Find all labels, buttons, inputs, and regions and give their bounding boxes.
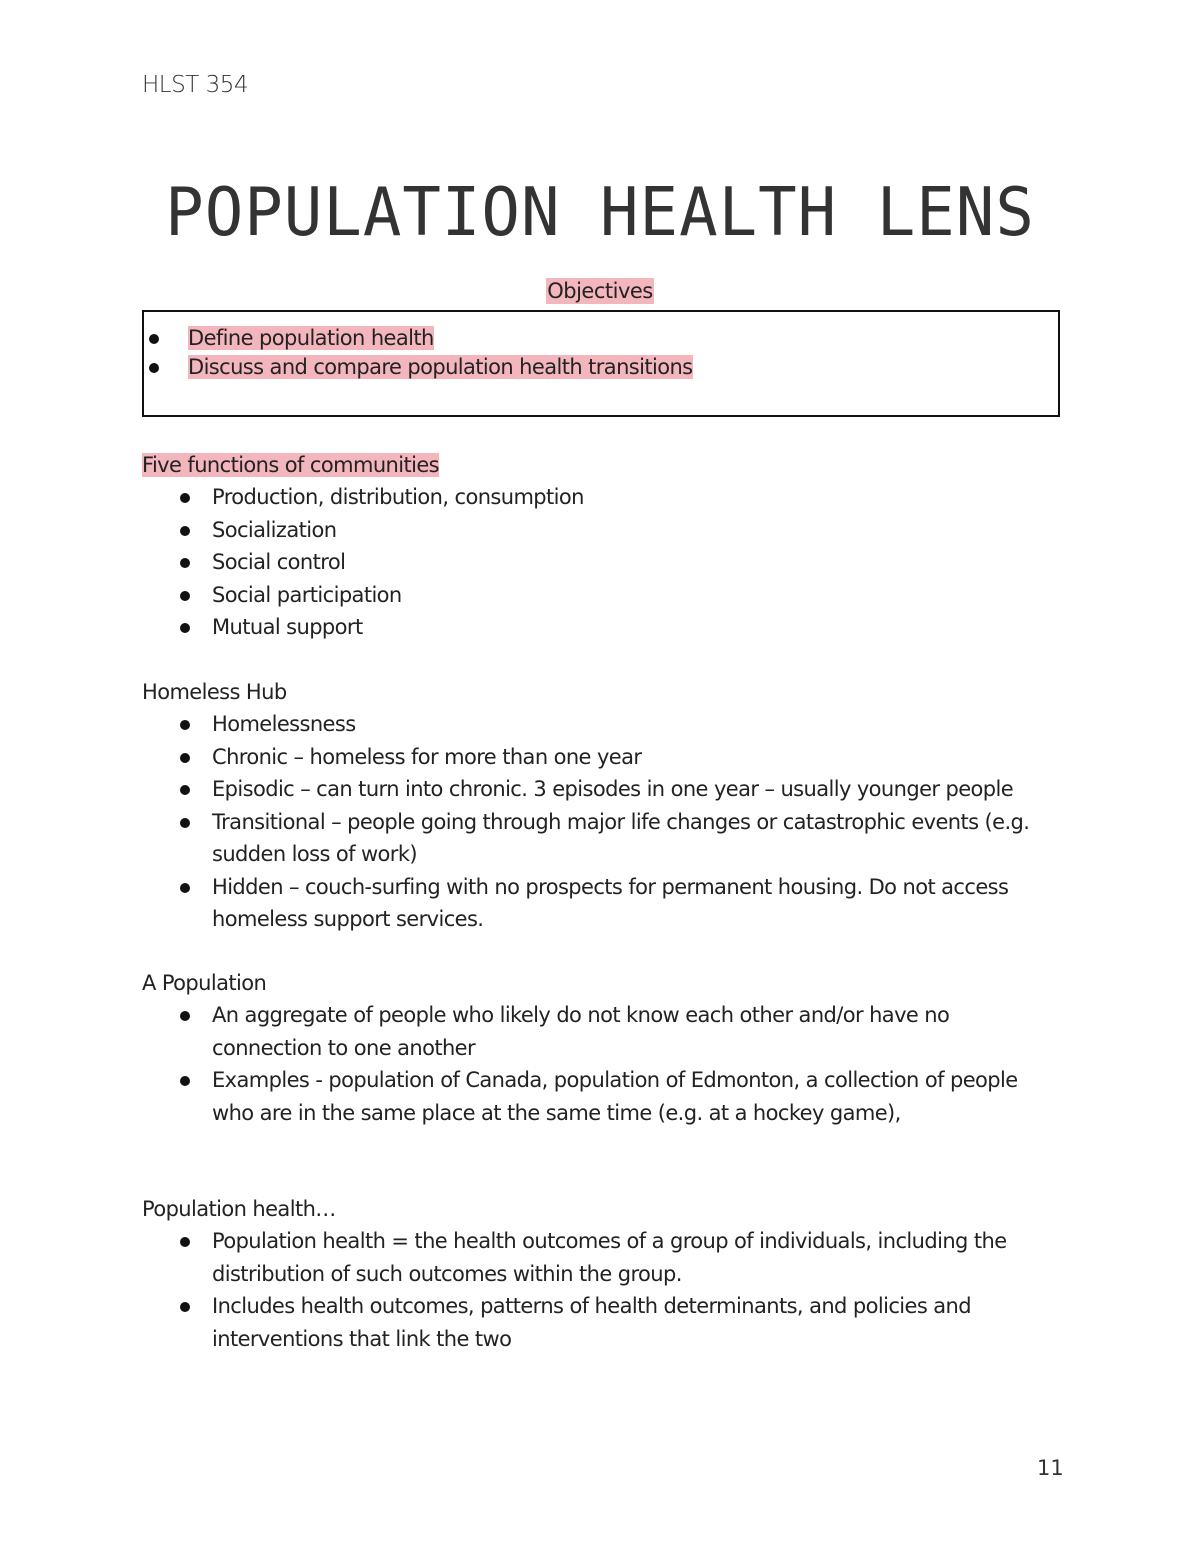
section-a-population: [142, 967, 1062, 1129]
objective-item: [188, 324, 1058, 353]
section-list: [142, 999, 1062, 1129]
section-list: [142, 481, 1062, 644]
list-item: [212, 999, 1062, 1064]
bullet-icon: [180, 1076, 190, 1086]
bullet-icon: [180, 558, 190, 568]
section-heading: A Population: [142, 971, 267, 995]
section-heading-text: Five functions of communities: [142, 453, 440, 477]
page-number: 11: [1037, 1456, 1064, 1480]
list-item: [212, 871, 1062, 936]
bullet-icon: [180, 493, 190, 503]
list-item: [212, 1064, 1062, 1129]
bullet-icon: [180, 623, 190, 633]
section-heading: Homeless Hub: [142, 680, 287, 704]
objectives-box: [142, 310, 1060, 417]
objective-item: [188, 353, 1058, 382]
list-item: [212, 1290, 1062, 1355]
course-code: HLST 354: [142, 72, 248, 98]
section-population-health: [142, 1193, 1062, 1355]
objective-text: Discuss and compare population health transitions: [188, 355, 693, 379]
list-item-text: Examples - population of Canada, population of Edmonton, a collection of people who are in the same place at the same time (e.g. at a hockey game),: [212, 1068, 1018, 1125]
bullet-icon: [149, 334, 159, 344]
list-item: [212, 611, 1062, 644]
list-item-text: Chronic – homeless for more than one year: [212, 744, 642, 769]
list-item-text: An aggregate of people who likely do not know each other and/or have no connection to one another: [212, 1003, 950, 1060]
list-item-text: Transitional – people going through major life changes or catastrophic events (e.g. sudden loss of work): [212, 809, 1030, 866]
list-item: [212, 514, 1062, 547]
list-item-text: Social participation: [212, 582, 402, 607]
bullet-icon: [180, 785, 190, 795]
list-item-text: Production, distribution, consumption: [212, 485, 584, 509]
list-item: [212, 546, 1062, 579]
section-heading: [142, 449, 1062, 481]
list-item-text: Homelessness: [212, 712, 356, 736]
list-item: [212, 1225, 1062, 1290]
objectives-list: [144, 312, 1058, 382]
list-item: [212, 481, 1062, 514]
bullet-icon: [149, 363, 159, 373]
bullet-icon: [180, 1237, 190, 1247]
objectives-label-text: Objectives: [547, 279, 653, 303]
list-item-text: Population health = the health outcomes of a group of individuals, including the distribution of such outcomes within the group.: [212, 1229, 1007, 1286]
list-item-text: Episodic – can turn into chronic. 3 episodes in one year – usually younger people: [212, 777, 1014, 801]
bullet-icon: [180, 591, 190, 601]
list-item-text: Hidden – couch-surfing with no prospects for permanent housing. Do not access homeless support services.: [212, 874, 1009, 931]
bullet-icon: [180, 883, 190, 893]
objective-text: Define population health: [188, 326, 434, 350]
bullet-icon: [180, 1302, 190, 1312]
page-title: POPULATION HEALTH LENS: [165, 174, 1035, 252]
list-item-text: Socialization: [212, 517, 337, 542]
list-item-text: Social control: [212, 550, 346, 574]
list-item-text: Mutual support: [212, 615, 363, 639]
bullet-icon: [180, 818, 190, 828]
list-item: [212, 579, 1062, 612]
list-item-text: Includes health outcomes, patterns of health determinants, and policies and interventions that link the two: [212, 1294, 971, 1351]
bullet-icon: [180, 720, 190, 730]
section-list: [142, 708, 1062, 936]
list-item: [212, 708, 1062, 741]
bullet-icon: [180, 1011, 190, 1021]
list-item: [212, 806, 1062, 871]
bullet-icon: [180, 526, 190, 536]
section-list: [142, 1225, 1062, 1355]
bullet-icon: [180, 753, 190, 763]
objectives-label: [0, 279, 1200, 303]
list-item: [212, 741, 1062, 774]
section-five-functions: [142, 449, 1062, 644]
section-homeless-hub: [142, 676, 1062, 936]
section-heading: Population health…: [142, 1197, 336, 1221]
list-item: [212, 773, 1062, 806]
